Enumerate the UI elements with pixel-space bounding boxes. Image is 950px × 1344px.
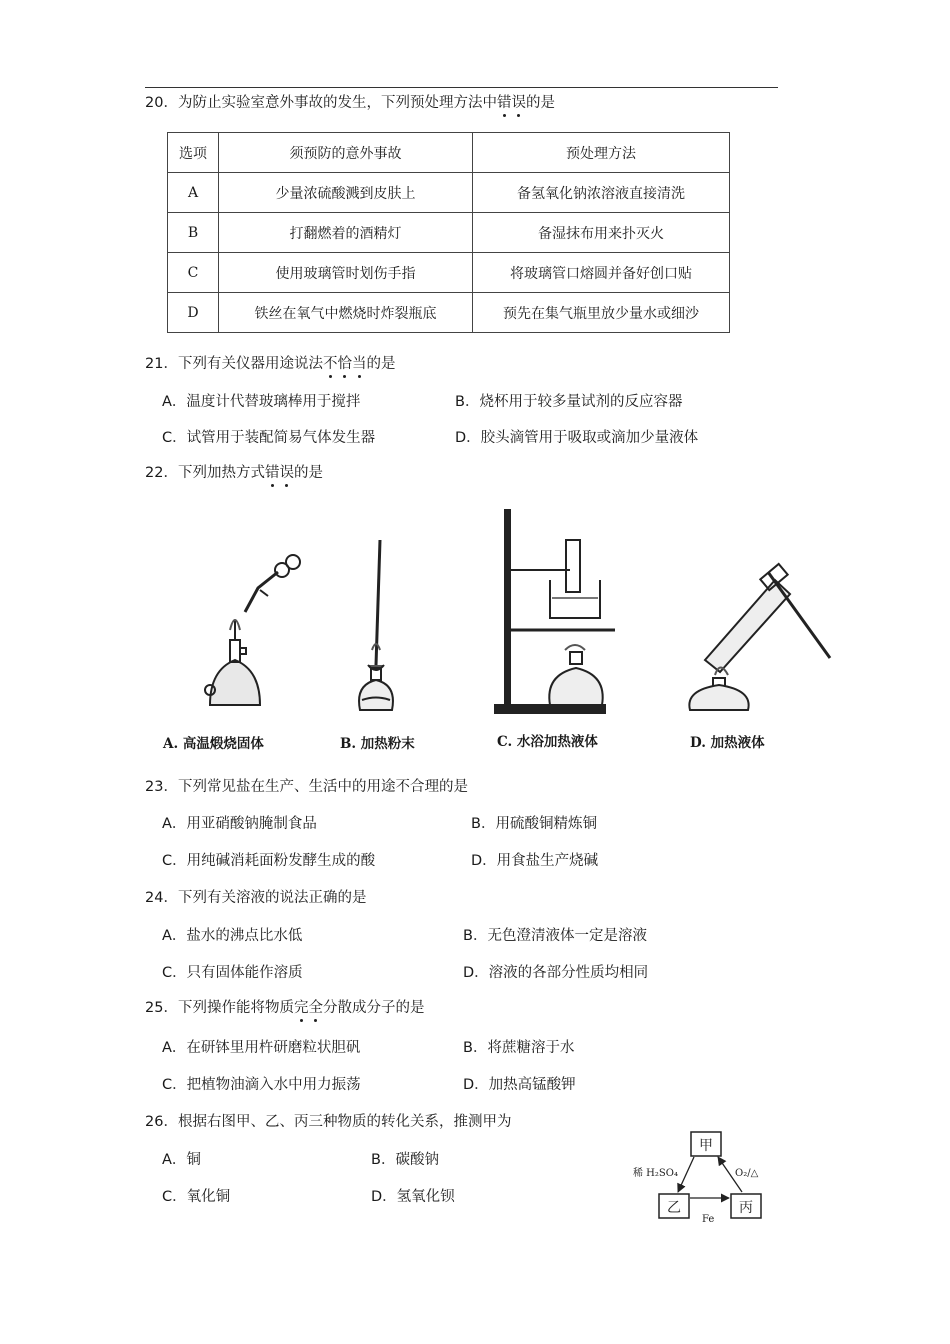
q23-option-b[interactable]: B．用硫酸铜精炼铜	[471, 816, 597, 832]
question-25-stem: 25．下列操作能将物质完全分散成分子的是	[145, 1000, 425, 1016]
q25-option-a[interactable]: A．在研钵里用杵研磨粒状胆矾	[162, 1040, 361, 1056]
figure-label-c: C. 水浴加热液体	[497, 734, 598, 750]
table-header-cell: 须预防的意外事故	[219, 133, 473, 173]
header-rule	[145, 87, 778, 88]
q26-option-b[interactable]: B．碳酸钠	[371, 1152, 439, 1168]
apparatus-b-icon	[359, 540, 393, 710]
heating-apparatus-figure	[150, 500, 850, 725]
node-bing: 丙	[739, 1200, 753, 1216]
table-row: A 少量浓硫酸溅到皮肤上 备氢氧化钠浓溶液直接清洗	[168, 173, 730, 213]
q26-option-c[interactable]: C．氧化铜	[162, 1189, 231, 1205]
apparatus-d-icon	[689, 564, 830, 710]
q25-option-b[interactable]: B．将蔗糖溶于水	[463, 1040, 575, 1056]
figure-label-b: B. 加热粉末	[340, 736, 415, 752]
question-20-stem: 20．为防止实验室意外事故的发生，下列预处理方法中错误的是	[145, 95, 555, 111]
node-yi: 乙	[667, 1200, 681, 1216]
q23-option-c[interactable]: C．用纯碱消耗面粉发酵生成的酸	[162, 853, 376, 869]
table-header-cell: 预处理方法	[473, 133, 730, 173]
question-21-stem: 21．下列有关仪器用途说法不恰当的是	[145, 356, 396, 372]
label-oxygen: O₂/△	[735, 1168, 759, 1179]
label-fe: Fe	[702, 1214, 715, 1224]
arrow-jia-to-yi	[678, 1157, 694, 1192]
table-row: C 使用玻璃管时划伤手指 将玻璃管口熔圆并备好创口贴	[168, 253, 730, 293]
table-header-row	[168, 133, 730, 173]
q23-option-a[interactable]: A．用亚硝酸钠腌制食品	[162, 816, 317, 832]
question-20-table	[167, 132, 730, 333]
q25-option-c[interactable]: C．把植物油滴入水中用力振荡	[162, 1077, 361, 1093]
q26-option-d[interactable]: D．氢氧化钡	[371, 1189, 455, 1205]
q24-option-d[interactable]: D．溶液的各部分性质均相同	[463, 965, 649, 981]
question-24-stem: 24．下列有关溶液的说法正确的是	[145, 890, 367, 906]
conversion-diagram	[630, 1128, 780, 1224]
table-header-cell: 选项	[168, 133, 219, 173]
figure-label-d: D. 加热液体	[690, 735, 765, 751]
q21-option-a[interactable]: A．温度计代替玻璃棒用于搅拌	[162, 394, 361, 410]
question-23-stem: 23．下列常见盐在生产、生活中的用途不合理的是	[145, 779, 468, 795]
q24-option-a[interactable]: A．盐水的沸点比水低	[162, 928, 303, 944]
node-jia: 甲	[699, 1138, 713, 1154]
q26-option-a[interactable]: A．铜	[162, 1152, 201, 1168]
apparatus-c-icon	[495, 510, 615, 713]
q23-option-d[interactable]: D．用食盐生产烧碱	[471, 853, 599, 869]
q25-option-d[interactable]: D．加热高锰酸钾	[463, 1077, 576, 1093]
q21-option-c[interactable]: C．试管用于装配简易气体发生器	[162, 430, 376, 446]
q21-option-d[interactable]: D．胶头滴管用于吸取或滴加少量液体	[455, 430, 699, 446]
question-26-stem: 26．根据右图甲、乙、丙三种物质的转化关系，推测甲为	[145, 1114, 512, 1130]
question-22-stem: 22．下列加热方式错误的是	[145, 465, 323, 481]
table-row: D 铁丝在氧气中燃烧时炸裂瓶底 预先在集气瓶里放少量水或细沙	[168, 293, 730, 333]
q24-option-b[interactable]: B．无色澄清液体一定是溶液	[463, 928, 647, 944]
apparatus-a-icon	[205, 555, 300, 705]
q21-option-b[interactable]: B．烧杯用于较多量试剂的反应容器	[455, 394, 683, 410]
label-acid: 稀 H₂SO₄	[633, 1168, 678, 1179]
q24-option-c[interactable]: C．只有固体能作溶质	[162, 965, 303, 981]
figure-label-a: A. 高温煅烧固体	[163, 736, 264, 752]
table-row: B 打翻燃着的酒精灯 备湿抹布用来扑灭火	[168, 213, 730, 253]
